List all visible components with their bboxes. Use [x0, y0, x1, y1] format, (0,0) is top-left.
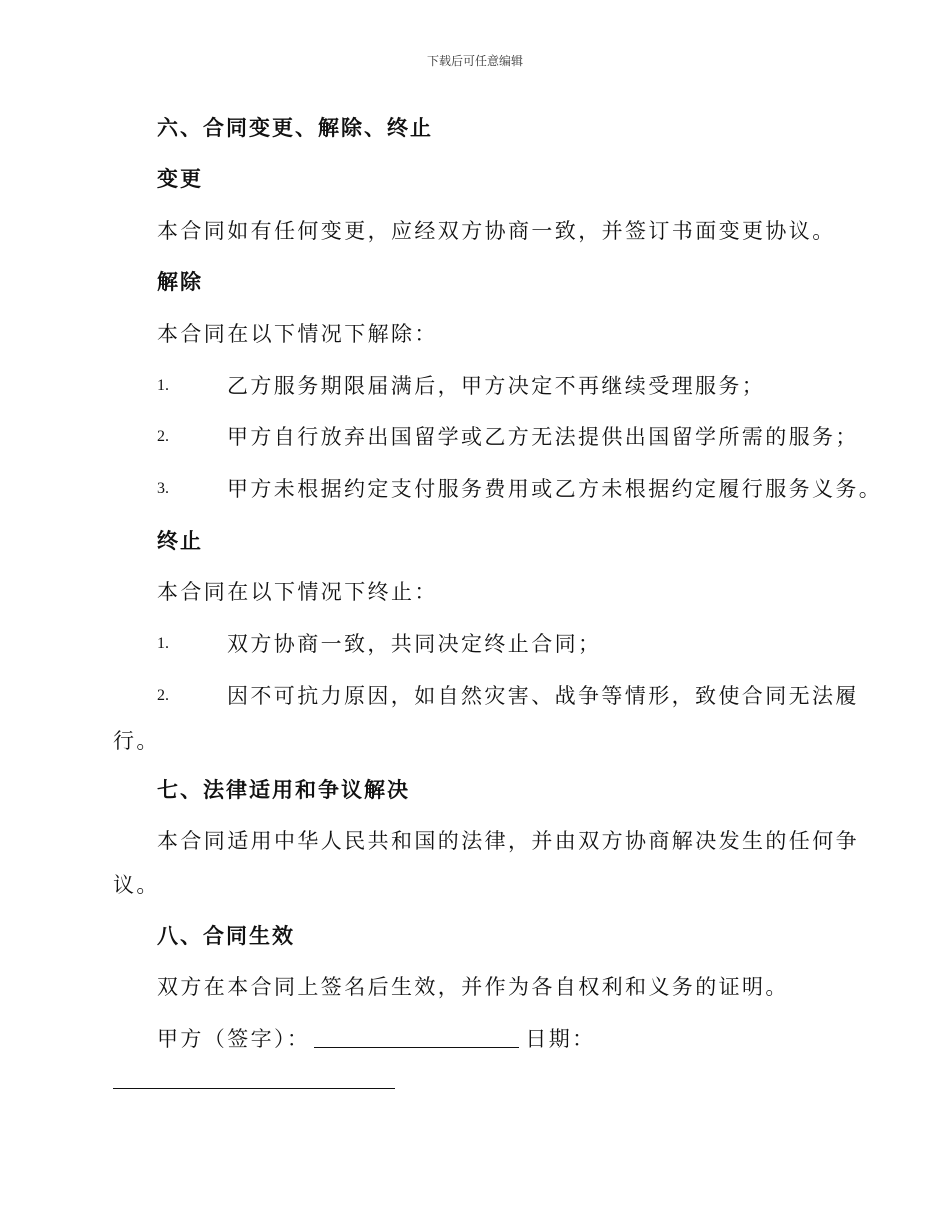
party-a-signature-blank[interactable]	[314, 1027, 519, 1048]
termination-item-2-number: 2.	[157, 687, 169, 704]
termination-heading: 终止	[157, 528, 203, 553]
rescission-item-2-number: 2.	[157, 428, 169, 445]
rescission-intro: 本合同在以下情况下解除：	[157, 322, 438, 346]
rescission-item-2-text: 甲方自行放弃出国留学或乙方无法提供出国留学所需的服务；	[227, 425, 859, 449]
termination-item-1-text: 双方协商一致，共同决定终止合同；	[227, 632, 602, 656]
date-label: 日期：	[525, 1027, 596, 1051]
section-7-title: 七、法律适用和争议解决	[157, 777, 410, 802]
section-8-text: 双方在本合同上签名后生效，并作为各自权利和义务的证明。	[157, 975, 789, 999]
termination-item-1-number: 1.	[157, 635, 169, 652]
change-text: 本合同如有任何变更，应经双方协商一致，并签订书面变更协议。	[157, 219, 836, 243]
rescission-item-3-number: 3.	[157, 480, 169, 497]
section-8-title: 八、合同生效	[157, 923, 295, 948]
rescission-heading: 解除	[157, 269, 203, 294]
rescission-item-1-text: 乙方服务期限届满后，甲方决定不再继续受理服务；	[227, 374, 766, 398]
page-header: 下载后可任意编辑	[426, 54, 523, 68]
section-6-title: 六、合同变更、解除、终止	[157, 115, 433, 140]
date-signature-blank[interactable]	[113, 1088, 395, 1089]
rescission-item-3-text: 甲方未根据约定支付服务费用或乙方未根据约定履行服务义务。	[227, 477, 883, 501]
change-heading: 变更	[157, 166, 203, 191]
termination-item-2-continuation: 行。	[113, 729, 160, 753]
section-7-text-line-1: 本合同适用中华人民共和国的法律，并由双方协商解决发生的任何争	[157, 829, 859, 853]
termination-intro: 本合同在以下情况下终止：	[157, 580, 438, 604]
termination-item-2-text: 因不可抗力原因，如自然灾害、战争等情形，致使合同无法履	[227, 684, 859, 708]
section-7-text-line-2: 议。	[113, 873, 160, 897]
party-a-signature-label: 甲方（签字）：	[157, 1027, 311, 1051]
signature-line	[157, 1025, 596, 1053]
rescission-item-1-number: 1.	[157, 377, 169, 394]
